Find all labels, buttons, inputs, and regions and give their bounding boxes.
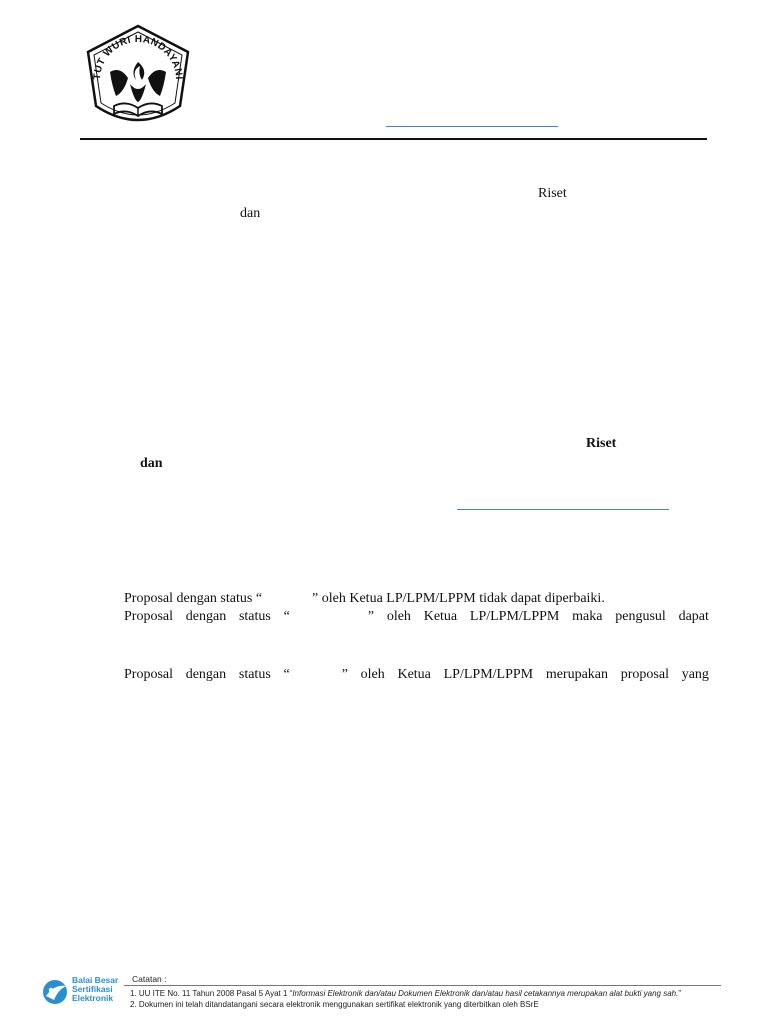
list-item-text: Proposal dengan status “	[124, 591, 263, 606]
text-dan-bold: dan	[140, 456, 163, 471]
bsre-wordmark	[72, 976, 118, 1003]
word: oleh	[386, 609, 411, 624]
word: maka	[572, 609, 603, 624]
word: dapat	[678, 609, 709, 624]
word: LP/LPM/LPPM	[469, 609, 560, 624]
bsre-line: Sertifikasi	[72, 984, 113, 994]
word: Proposal	[124, 667, 173, 682]
list-item	[124, 590, 605, 608]
text-riset-bold: Riset	[586, 436, 617, 451]
note-1-suffix: ”	[678, 989, 681, 998]
word: status	[238, 609, 271, 624]
note-2: 2. Dokumen ini telah ditandatangani secara elektronik menggunakan sertifikat elektronik yang diterbitkan oleh BSrE	[130, 1000, 539, 1009]
tut-wuri-handayani-logo	[80, 22, 196, 132]
word: yang	[681, 667, 709, 682]
word: Ketua	[423, 609, 458, 624]
word: merupakan	[545, 667, 609, 682]
notes-title: Catatan :	[132, 974, 167, 984]
svg-text:TUT WURI HANDAYANI	[92, 34, 184, 80]
note-1	[130, 989, 681, 999]
logo-motto: TUT WURI HANDAYANI	[91, 33, 185, 81]
bsre-line: Elektronik	[72, 993, 114, 1003]
list-item	[124, 608, 709, 626]
word: ”	[367, 609, 375, 624]
word: status	[238, 667, 271, 682]
word: “	[283, 667, 290, 682]
header-link-underline[interactable]	[386, 126, 558, 127]
word: oleh	[360, 667, 385, 682]
bsre-line: Balai Besar	[72, 975, 119, 985]
word: LP/LPM/LPPM	[443, 667, 534, 682]
footer-divider	[124, 985, 721, 986]
word: “	[283, 609, 290, 624]
word: proposal	[620, 667, 669, 682]
list-item	[124, 666, 709, 684]
word: Ketua	[397, 667, 431, 682]
header-divider	[80, 138, 707, 140]
text-dan: dan	[240, 206, 261, 221]
text-riset: Riset	[538, 186, 567, 201]
bsre-logo-icon	[40, 976, 70, 1006]
word: dengan	[185, 667, 227, 682]
word: pengusul	[615, 609, 666, 624]
note-1-quote: Informasi Elektronik dan/atau Dokumen Elektronik dan/atau hasil cetakannya merupakan alat bukti yang sah.	[292, 989, 679, 998]
note-1-prefix: 1. UU ITE No. 11 Tahun 2008 Pasal 5 Ayat 1 “	[130, 989, 293, 998]
word: dengan	[185, 609, 227, 624]
word: ”	[341, 667, 348, 682]
list-item-text: ” oleh Ketua LP/LPM/LPPM tidak dapat diperbaiki.	[312, 591, 605, 606]
paragraph-link-underline[interactable]	[457, 509, 669, 510]
word: Proposal	[124, 609, 173, 624]
